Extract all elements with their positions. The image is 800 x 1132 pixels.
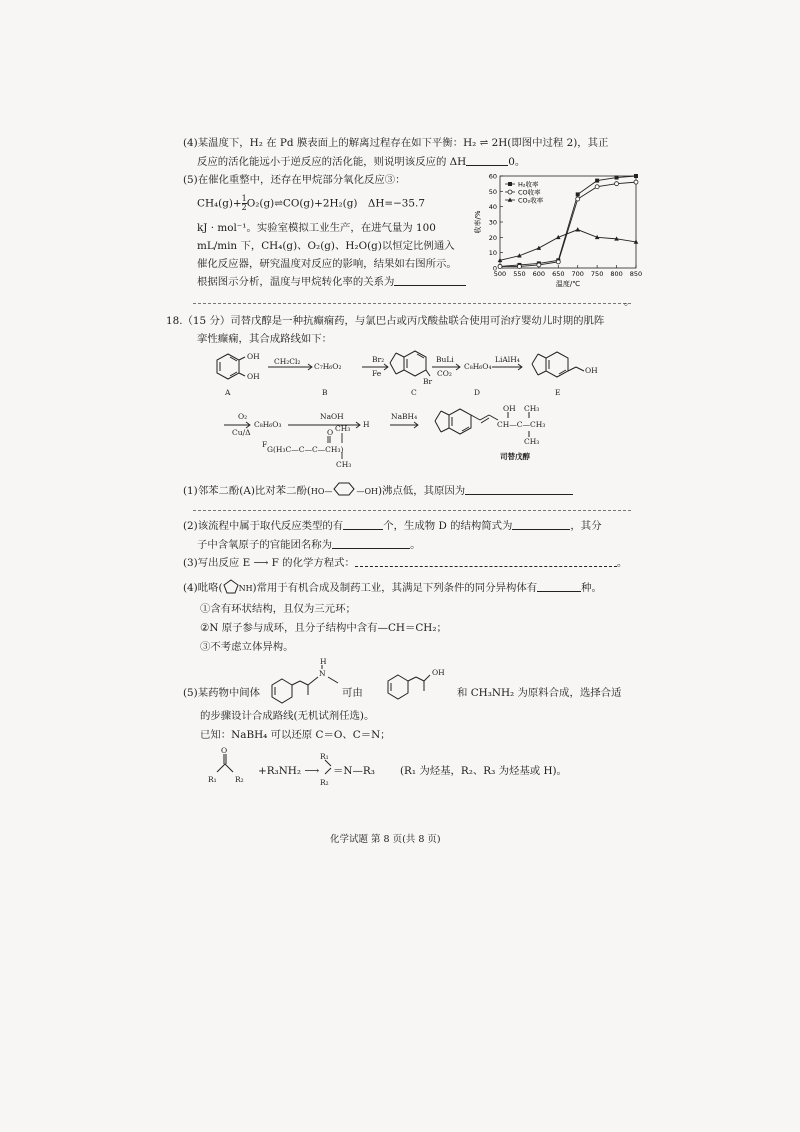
x-tick-label: 800 [610,270,623,278]
ketone-r1: R₁ [208,775,217,784]
q18-part5-line1a: (5)某药物中间体 [183,687,261,699]
reaction-arrow [492,364,522,370]
product-chain: CH—C—CH₃ [497,420,546,429]
yield-temperature-chart [470,168,643,296]
q18-part2-line2: 子中含氧原子的官能团名称为 。 [197,539,421,551]
q17-part5-line6: 根据图示分析，温度与甲烷转化率的关系为 [197,276,466,289]
nh-hydrogen: H [320,657,327,666]
legend-marker [508,190,512,194]
answer-blank[interactable] [466,165,508,166]
compound-b-label: B [322,388,328,397]
compound-f-label: F [262,440,268,449]
x-tick-label: 850 [629,270,643,278]
reagent-ch2cl2: CH₂Cl₂ [274,357,301,366]
compound-h-label: H [363,420,370,429]
a-oh-bottom: OH [247,372,260,381]
x-tick-label: 500 [493,270,507,278]
imine-r1: R₁ [320,752,329,761]
x-tick-label: 550 [513,270,526,278]
answer-blank[interactable] [343,529,383,530]
reagent-fe: Fe [372,369,382,378]
compound-c-label: C [411,388,417,397]
compound-e-label: E [555,388,561,397]
chart-axes [489,173,642,279]
g-ch3-top: CH₃ [335,424,351,433]
x-tick-label: 650 [552,270,565,278]
data-point [537,263,541,267]
stiripentol-name: 司替戊醇 [500,452,530,461]
legend-label: CO收率 [518,188,541,197]
reagent-lialh4: LiAlH₄ [495,355,520,364]
y-tick-label: 60 [488,172,497,181]
x-tick-label: 700 [571,270,584,278]
one-half-fraction: $\frac{1}{2}$ [241,194,247,212]
g-ch3-bottom: CH₃ [336,460,352,469]
q18-intro-line2: 挛性癫痫，其合成路线如下： [197,333,333,345]
x-axis-label: 温度/℃ [555,280,581,288]
q18-part3: (3)写出反应 E ⟶ F 的化学方程式： 。 [183,557,628,569]
alcohol-structure [388,675,430,699]
y-axis-label: 收率/% [474,210,482,234]
q18-part5-line1c: 和 CH₃NH₂ 为原料合成，选择合适 [457,687,622,699]
bromobenzodioxole-structure [390,351,430,376]
data-point [595,179,599,183]
pyrrole-ring-icon [223,579,239,595]
compound-d-formula: C₈H₆O₄ [464,362,492,371]
q17-part4-line2: 反应的活化能远小于逆反应的活化能，则说明该反应的 ΔH 0。 [197,156,526,168]
imine-r2: R₂ [320,778,329,787]
q17-part5-equation: CH₄(g)+ $\frac{1}{2}$ O₂(g)⇌CO(g)+2H₂(g) ΔH=−35.7 [197,194,425,212]
product-oh: OH [503,404,516,413]
imine-n-r3: ＝N—R₃ [333,765,375,777]
compound-g-formula: G(H₃C—C—C—CH₃) [267,445,344,454]
product-ch3-top: CH₃ [524,404,540,413]
ketone-r2: R₂ [235,775,244,784]
data-point [556,260,560,264]
condition-1: ①含有环状结构，且仅为三元环； [200,603,356,615]
condition-2: ②N 原子参与成环，且分子结构中含有—CH＝CH₂； [200,622,447,634]
reaction-arrow [390,422,418,428]
q18-part5-line1b: 可由 [342,687,363,699]
compound-d-label: D [474,388,481,397]
data-point [576,192,580,196]
data-point [576,197,580,201]
y-tick-label: 0 [492,264,497,273]
y-tick-label: 20 [488,233,497,242]
piperonyl-alcohol-structure [532,352,584,377]
e-oh: OH [585,366,598,375]
y-tick-label: 10 [488,249,497,258]
data-point [615,176,619,180]
q18-part4: (4)吡咯( NH)常用于有机合成及制药工业，其满足下列条件的同分异构体有 种。 [183,579,602,595]
period-mark: 。 [624,296,635,308]
catechol-structure [217,354,245,379]
legend-label: H₂收率 [518,180,539,189]
legend-marker [508,182,512,186]
legend-label: CO₂收率 [518,196,544,205]
q17-part5-line5: 催化反应器，研究温度对反应的影响，结果如右图所示。 [197,258,457,270]
data-point [634,180,638,184]
reagent-br2: Br₂ [372,355,385,364]
x-tick-label: 600 [532,270,546,278]
q17-part5-line1: (5)在催化重整中，还存在甲烷部分氧化反应③： [183,174,406,186]
c-bromine: Br [423,377,433,386]
alcohol-oh: OH [432,668,445,677]
data-point [498,264,502,268]
answer-blank[interactable] [512,529,570,530]
benzene-ring-icon [332,481,356,497]
substituent-note: (R₁ 为烃基，R₂、R₃ 为烃基或 H)。 [400,765,567,777]
answer-blank[interactable] [394,285,466,286]
g-oxygen: O [327,428,334,437]
q17-part5-line3: kJ · mol⁻¹。实验室模拟工业生产，在进气量为 100 [197,222,436,234]
ketone-oxygen: O [221,746,228,755]
reagent-naoh: NaOH [320,412,344,421]
reagent-buli: BuLi [436,355,454,364]
q17-part4-line1: (4)某温度下，H₂ 在 Pd 膜表面上的解离过程存在如下平衡：H₂ ⇌ 2H(即图中过程 2)，其正 [183,137,609,149]
y-tick-label: 30 [488,218,497,227]
page-footer: 化学试题 第 8 页(共 8 页) [330,834,441,845]
answer-line[interactable] [193,303,631,304]
reagent-cu-heat: Cu/Δ [232,428,251,437]
a-oh-top: OH [247,352,260,361]
chart-legend [505,180,544,205]
intermediate-structure [272,665,338,703]
data-point [537,246,542,250]
y-tick-label: 40 [488,203,497,212]
q17-part5-line4: mL/min 下，CH₄(g)、O₂(g)、H₂O(g)以恒定比例通入 [197,240,455,252]
answer-line[interactable] [193,510,631,511]
reagent-o2: O₂ [238,412,248,421]
q18-part1: (1)邻苯二酚(A)比对苯二酚(HO— —OH)沸点低，其原因为 [183,481,573,498]
q18-part5-known: 已知：NaBH₄ 可以还原 C＝O、C＝N； [200,729,391,741]
product-ch3-bottom: CH₃ [524,437,540,446]
amine-reactant: +R₃NH₂ ⟶ [258,765,320,777]
answer-blank[interactable] [332,548,410,549]
condition-3: ③不考虑立体异构。 [200,641,294,653]
data-point [634,174,638,178]
answer-blank[interactable] [465,494,573,495]
data-point [575,227,580,231]
data-point [615,182,619,186]
answer-blank[interactable] [355,566,617,567]
reagent-nabh4: NaBH₄ [391,412,418,421]
x-tick-label: 750 [590,270,604,278]
nh-nitrogen: N [319,669,326,678]
data-point [595,185,599,189]
q18-intro-line1: 18.（15 分）司替戊醇是一种抗癫痫药，与氯巴占或丙戊酸盐联合使用可治疗婴幼儿时期的肌阵 [166,315,605,327]
compound-b-formula: C₇H₆O₂ [314,362,342,371]
answer-blank[interactable] [537,591,581,592]
series-3 [498,227,639,262]
compound-f-formula: C₈H₆O₃ [254,420,282,429]
q18-part2-line1: (2)该流程中属于取代反应类型的有 个，生成物 D 的结构简式为 ，其分 [183,520,602,532]
compound-a-label: A [225,388,231,397]
q18-part5-line2: 的步骤设计合成路线(无机试剂任选)。 [200,710,375,722]
data-point [517,264,521,268]
reagent-co2: CO₂ [437,369,452,378]
y-tick-label: 50 [488,187,497,196]
